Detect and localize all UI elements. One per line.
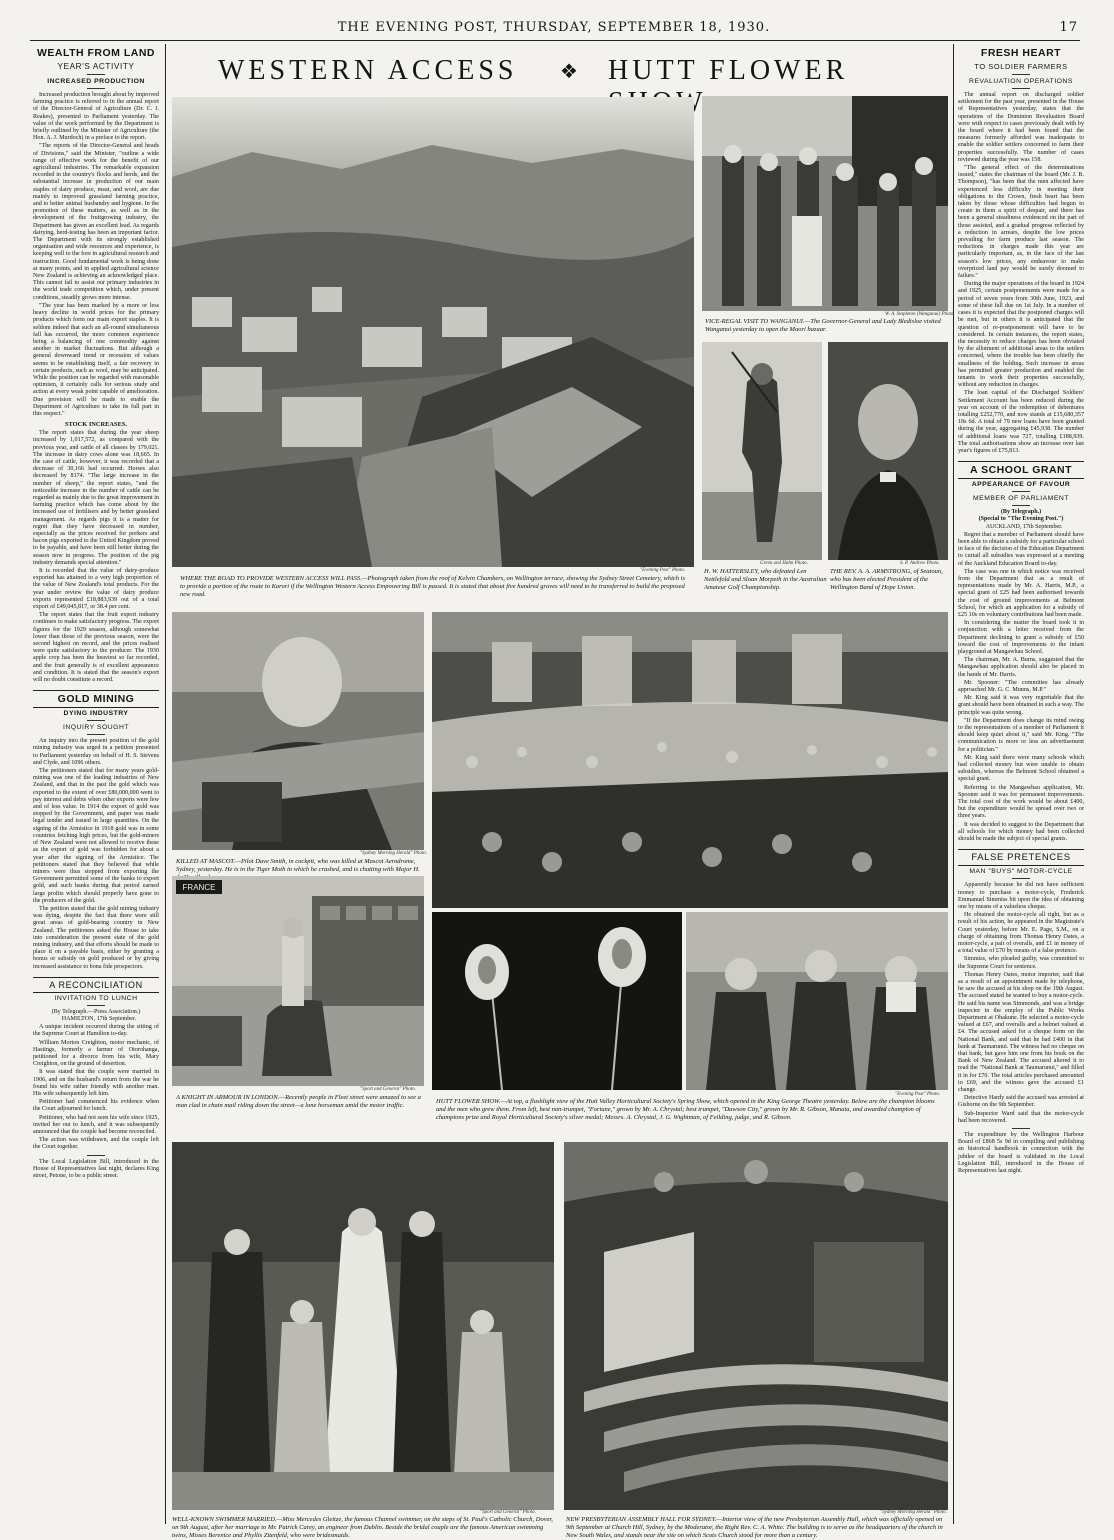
article-paragraph: Apparently because he did not have sufficient money to purchase a motor-cycle, Frederick Emmanuel Simmiss bit upon the idea of obtaining one by means of a valueless cheque. [958, 882, 1084, 910]
swimmer-wedding-photo [172, 1142, 554, 1510]
fresh-heart-deck: REVALUATION OPERATIONS [969, 78, 1073, 85]
article-paragraph: The case was one in which notice was received from the Department that as a result of representations made by Mr. A. Harris, M.P., a special grant of £25 had been authorised towards the cost of ground improvements at Belmont School, for which an application for a subsidy of £25 10s on voluntary contributions had been made. [958, 568, 1084, 618]
golfer-caption: H. W. HATTERSLEY, who defeated Len Nettlefold and Sloan Morpeth in the Australian Amateur Golf Championship. [704, 568, 827, 591]
false-pretences-deck: MAN "BUYS" MOTOR-CYCLE [969, 868, 1073, 876]
champion-blooms-photo [432, 912, 682, 1090]
separator [87, 1155, 105, 1156]
article-paragraph: William Morton Creighton, motor mechanic, of Hastings, formerly a farmer of Otorohanga, petitioned for a divorce from his wife, Mary Creighton, on the ground of desertion. [33, 1039, 159, 1068]
reconciliation-headline: A RECONCILIATION [49, 979, 143, 990]
separator [1012, 74, 1030, 75]
dateline: AUCKLAND, 17th September. [985, 523, 1063, 530]
wedding-caption: WELL-KNOWN SWIMMER MARRIED.—Miss Mercedes Gleitze, the famous Channel swimmer, on the steps of St. Paul's Catholic Church, Dover, on 9th August, after her marriage to Mr. Patrick Carey, an engineer from Dublin. Beside the bridal couple are the famous American swimming twins, Misses Berenice and Phyllis Zitenfeld, who were bridesmaids. [172, 1516, 553, 1539]
article-paragraph: The Local Legislation Bill, introduced in the House of Representatives last night, declares King street, Petone, to be a public street. [33, 1158, 159, 1180]
article-paragraph: Petitioner had commenced his evidence when the Court adjourned for lunch. [33, 1099, 159, 1113]
reverend-caption: THE REV. A. A. ARMSTRONG, of Seatoun, who has been elected President of the Wellington Band of Hope Union. [830, 568, 943, 591]
article-paragraph: It was stated that the couple were married in 1906, and on the husband's return from the war he found his wife rather friendly with another man. His wife subsequently left him. [33, 1069, 159, 1097]
article-paragraph: The petition stated that the gold mining industry was dying, despite the fact that there were still great areas of gold-bearing country in New Zealand. The petitioners asked the House to take into consideration the present state of the gold mining industry, and that efforts should be made to place it on a payable basis, either by granting a bonus or subsidy on gold produced or by giving increased assistance to bona fide prospectors. [33, 905, 159, 970]
separator [1012, 491, 1030, 492]
separator [1012, 505, 1030, 506]
article-paragraph: Mr. King said it was very regrettable that the grant should have been obtained in such a way. The principle was quite wrong. [958, 695, 1084, 716]
photo-credit: Green and Hahn Photo. [760, 561, 808, 566]
photo-credit: "Sydney Morning Herald" Photo. [880, 1510, 947, 1515]
france-sign-text: FRANCE [182, 883, 216, 892]
article-paragraph: Petitioner, who had not seen his wife since 1925, invited her out to lunch, and it was subsequently announced that the couple had become reconciled. [33, 1114, 159, 1135]
separator [1012, 1128, 1030, 1129]
right-column [958, 44, 1084, 1524]
golfer-photo [702, 342, 822, 560]
article-paragraph: It was decided to suggest to the Department that all schools for which money had been collected should be made the subject of special grants. [958, 821, 1084, 843]
article-paragraph: The annual report on discharged soldier settlement for the past year, presented in the House of Representatives yesterday, states that the operations of the Dominion Revaluation Board were with respect to cases previously dealt with by the board where it had been found that the measures formerly afforded was inadequate to enable the soldier settlers concerned to farm their properties successfully. The number of cases reviewed during the year was 158. [958, 92, 1084, 163]
article-paragraph: It is recorded that the value of dairy-produce exported has attained to a very high proportion of the value of New Zealand's total products. For the year under review the value of dairy produce exports represented £18,883,939 out of a total export of £49,045,817, or 38.4 per cent. [33, 568, 159, 611]
masthead [30, 20, 1078, 36]
press-association-byline: (By Telegraph.—Press Association.) [51, 1008, 141, 1015]
article-paragraph: Increased production brought about by improved farming practice is referred to in the annual report of the Director-General of Agriculture (Dr. C. J. Reakes), presented to Parliament yesterday. The value of the work performed by the Department is briefly outlined by the Minister of Agriculture (the Hon. A. J. Murdoch) in a preface to the report. [33, 92, 159, 142]
flower-show-hall-photo [432, 612, 948, 908]
article-paragraph: The action was withdrawn, and the couple left the Court together. [33, 1137, 159, 1151]
separator [87, 74, 105, 75]
western-access-caption: WHERE THE ROAD TO PROVIDE WESTERN ACCESS WILL PASS.—Photograph taken from the roof of Kelvin Chambers, on Wellington terrace, showing the Sydney Street Cemetery, which is to provide a portion of the route to Karori if the Wellington Western Access Empowering Bill is passed. It is stated that about five hundred graves will need to be transferred to build the proposed new road. [180, 575, 685, 598]
page-number: 17 [1059, 20, 1078, 35]
assembly-hall-photo [564, 1142, 948, 1510]
dateline: HAMILTON, 17th September. [61, 1015, 137, 1022]
left-column [33, 44, 159, 1524]
article-paragraph: Thomas Henry Oates, motor importer, said that as a result of an appointment made by telephone, he saw the accused at his shop on the 19th August. The accused stated he wanted to buy a motor-cycle. He said his name was Simmonds, and was a bridge inspector in the employ of the Public Works Department at Ohakune. He selected a motor-cycle valued at £67, and overalls and a helmet valued at £4. The accused asked for a cheque form on the National Bank, and said that he had £400 in that bank at Taumarunui. The witness had no cheque on that bank, but gave him one from his book on the Bank of New Zealand. The accused altered it to read the "National Bank at Taumarunui," and filled it in for £70. The total articles purchased amounted to £69, and the witness gave the accused £1 change. [958, 971, 1084, 1093]
banner-ornament: ❖ [560, 61, 582, 83]
article-paragraph: In considering the matter the board took it in conjunction with a letter received from the Department declining to grant a subsidy of £50 toward the cost of improvements to the infant playground at Mangawhau School. [958, 620, 1084, 656]
reverend-portrait-photo [828, 342, 948, 560]
vice-regal-photo [702, 96, 948, 311]
fresh-heart-subhead: TO SOLDIER FARMERS [974, 62, 1068, 71]
school-grant-headline-box [958, 461, 1084, 479]
page-banner [178, 55, 948, 93]
gold-subhead: DYING INDUSTRY [63, 710, 129, 718]
false-pretences-headline-box [958, 849, 1084, 866]
article-paragraph: Sub-Inspector Ward said that the motor-cycle had been recovered. [958, 1110, 1084, 1124]
telegraph-byline: (By Telegraph.) [1000, 509, 1042, 516]
separator [1012, 878, 1030, 879]
gold-mining-headline: GOLD MINING [57, 693, 135, 706]
article-paragraph: An inquiry into the present position of the gold mining industry was urged in a petition presented to Parliament yesterday on behalf of H. S. Stevens and Clyde, and 1096 others. [33, 738, 159, 766]
knight-in-armour-photo [172, 876, 424, 1086]
separator [87, 720, 105, 721]
article-paragraph: The petitioners stated that for many years gold-mining was one of the leading industries of New Zealand, and that in the past the gold which was exported to the extent of over £80,000,000 went to pay interest and debts when other exports were few and of less value. In 1914 the export of gold was stopped by the Government, and paper was made legal tender and issued in large quantities. On the signing of the Armistice in 1918 gold was in some countries fetching high prices, but the gold-miners of New Zealand were not allowed to receive these as the export of gold was forbidden for about a year after the signing of the Armistice. The petitioners stated that they believed that while miners were thus stopped from exporting the Government permitted some of the banks to export gold, and such banks during that period earned large profits which should properly have gone to the producers of the gold. [33, 768, 159, 904]
wealth-subhead: YEAR'S ACTIVITY [57, 62, 135, 71]
photo-credit: "Sport and General" Photo. [480, 1510, 536, 1515]
wealth-deck: INCREASED PRODUCTION [47, 78, 145, 85]
article-paragraph: "The general effect of the determinations issued," states the chairman of the board (Mr. J. B. Thompson), "has been that the men affected have experienced less difficulty in meeting their obligations to the Crown, fresh heart has been taken by those whose difficulties had begun to create in them a spirit of despair, and there has been a general steadiness evidenced on the part of those assisted, and a gradual progress reflected by a reduction in arrears, despite the low prices prevailing for farm produce last season. The reductions in charges made this year are particularly important, as, in the face of the last season's low prices, any endeavour to make overpriced land pay would be surely doomed to failure." [958, 165, 1084, 280]
article-paragraph: The loan capital of the Discharged Soldiers' Settlement Account has been reduced during the year on account of the redemption of debentures totalling £252,770, and now stands at £15,680,357 18s 6d. A total of 79 new loans have been granted during the year, aggregating £45,938. The number of additional loans was 727, totalling £188,939. The total authorisations show an increase over last year's figures of £75,813. [958, 390, 1084, 454]
school-grant-subhead: APPEARANCE OF FAVOUR [971, 481, 1071, 489]
mascot-caption: KILLED AT MASCOT.—Pilot Dave Smith, in cockpit, who was killed at Mascot Aerodrome, Sydney, yesterday. He is in the Tiger Moth in which he crashed, and is chatting with Major H. [176, 858, 420, 873]
mascot-pilot-photo [172, 612, 424, 850]
photo-credit: W. A. Stapleton (Wanganui) Photo. [885, 312, 955, 317]
article-paragraph: "The reports of the Director-General and heads of Divisions," said the Minister, "outline a wide range of effective work for the benefit of our agricultural industries. The remarkable expansion recorded in the country's flocks and herds, and the substantial increase in production of our main staples of dairy produce, meat, and wool, are due mainly to improved grassland farming practice, and to better animal husbandry and hygiene. In the promotion of these matters, as well as in the development of the fruitgrowing industry, the Department has given an excellent lead. As regards dairying, herd-testing has been an important factor. The Department with its strongly established organisation and wide resources and experience, is keeping well to the fore in agricultural research and instruction. Good fundamental work is being done at many points, and in applied agricultural science New Zealand is achieving an acknowledged place. This cannot fail to assist our primary industries in the world trade competition which, under present conditions, steadily grows more intense. [33, 143, 159, 301]
article-paragraph: Regret that a member of Parliament should have been able to obtain a subsidy for a particular school in face of the decision of the Education Department to curtail all subsidies was expressed at a meeting of the Auckland Education Board to-day. [958, 531, 1084, 567]
article-paragraph: Detective Hardy said the accused was arrested at Gisborne on the 9th September. [958, 1095, 1084, 1109]
photo-credit: "Sport and General" Photo. [360, 1087, 416, 1092]
reconciliation-deck: INVITATION TO LUNCH [54, 994, 138, 1002]
article-paragraph: A unique incident occurred during the sitting of the Supreme Court at Hamilton to-day. [33, 1024, 159, 1038]
fresh-heart-headline: FRESH HEART [980, 47, 1062, 59]
reconciliation-headline-box [33, 977, 159, 993]
column-rule-left [165, 44, 166, 1524]
article-paragraph: The expenditure by the Wellington Harbour Board of £868 5s 9d in compiling and publishing an historical handbook in connection with the jubilee of the board is validated in the Local Legislation Bill, introduced in the House of Representatives last night. [958, 1132, 1084, 1175]
flower-show-caption: HUTT FLOWER SHOW.—At top, a flashlight view of the Hutt Valley Horticultural Society's Spring Show, which opened in the King George Theatre yesterday. Below are the champion blooms and the men who grew them. From left, best non-trumpet, "Fortune," grown by Mr. A. Chrystal; best trumpet, "Dawson City," grown by Mr. R. Gibson, Manaia, and awarded champion of champions prize and Royal Horticultural Society's silver medal; Messrs. A. Chrystal, J. G. Wightman, of Feilding, judge, and R. Gibson. [436, 1098, 935, 1121]
article-paragraph: Mr. Spooner: "The committee has already approached Mr. G. C. Munns, M.P." [958, 679, 1084, 694]
banner-western-access: WESTERN ACCESS [218, 55, 518, 86]
separator [87, 88, 105, 89]
knight-caption: A KNIGHT IN ARMOUR IN LONDON.—Recently people in Fleet street were amazed to see a man clad in chain mail riding down the street—a lone horseman amid the motor traffic. [176, 1094, 421, 1109]
column-rule-right [953, 44, 954, 1524]
stock-increases-subhead: STOCK INCREASES. [64, 421, 128, 429]
article-paragraph: "The year has been marked by a more or less heavy decline in world prices for the primary products which form our main export staples. It is seldom indeed that such an all-round simultaneous fall has occurred, the more common experience being a balancing of one commodity against another in market fluctuations. But although a general downward trend or recession of values seems to be establishing itself, a fair recovery in certain products, such as wool, may be anticipated. While the position can be regarded with reasonable optimism, it certainly calls for serious study and action at every weak point capable of amelioration. Due provision will be made to enable the Department of Agriculture to take its full part in this respect." [33, 302, 159, 417]
separator [87, 734, 105, 735]
masthead-rule [30, 40, 1080, 41]
masthead-date-line: THE EVENING POST, THURSDAY, SEPTEMBER 18, 1930. [337, 20, 771, 35]
photo-credit: S. P. Andrew Photo. [900, 561, 940, 566]
article-paragraph: The report states that during the year sheep increased by 1,017,572, as compared with the previous year, and cattle of all classes by 179,021. The increase in dairy cows alone was 18,665. In the case of cattle, however, it was recorded that a decrease of 30,166 had occurred. Horses also decreased by 8174. "The large increase in the number of sheep," the report states, "and the noticeable increase in the number of cattle can be regarded as mainly due to the great improvement in farming practice which has come about by the increased use of fertilisers and by better grassland management. As regards pigs it is a matter for regret that they have decreased in number, especially as the prices received for porkers and bacon pigs exported to the United Kingdom proved to be payable, and have been still better during the season now in progress. The position of the pig industry demands special attention." [33, 430, 159, 566]
gold-deck: INQUIRY SOUGHT [62, 724, 130, 732]
gold-mining-headline-box [33, 690, 159, 708]
special-byline: (Special to "The Evening Post.") [978, 516, 1064, 523]
false-pretences-headline: FALSE PRETENCES [971, 852, 1071, 864]
flower-growers-photo [686, 912, 948, 1090]
article-paragraph: "If the Department does change its mind owing to the representations of a member of Parliament it should keep quiet about it," said Mr. King. "The communication is more or less an advertisement for a politician." [958, 717, 1084, 753]
article-paragraph: The report states that the fruit export industry continues to make satisfactory progress. The export figures for the 1929 season, although somewhat lower than those of the previous season, were the second highest on record, and the prices realised were quite satisfactory to the producer. The 1930 apple crop has been the heaviest so far recorded, and the fruit generally is of excellent appearance and condition. It is stated that the season's export will no doubt constitute a record. [33, 612, 159, 684]
separator [87, 1005, 105, 1006]
school-grant-deck: MEMBER OF PARLIAMENT [973, 495, 1069, 503]
article-paragraph: Simmiss, who pleaded guilty, was committed to the Supreme Court for sentence. [958, 956, 1084, 970]
banner-hutt-flower-show: HUTT FLOWER [608, 55, 849, 86]
photo-credit: "Sydney Morning Herald" Photo. [360, 851, 427, 856]
western-access-photo [172, 97, 694, 567]
assembly-hall-caption: NEW PRESBYTERIAN ASSEMBLY HALL FOR SYDNEY.—Interior view of the new Presbyterian Assembly Hall, which was officially opened on 9th September at Church Hill, Sydney, by the Moderator, the Right Rev. C. A. White. The building is to serve as the headquarters of the church in New South Wales, and stands near the site on which Scots Church stood for more than a century. [566, 1516, 943, 1539]
article-paragraph: During the major operations of the board in 1924 and 1925, certain postponements were made for a period of seven years from 30th June, 1923, and some of these fall due on 1st July. In a number of cases it is expected that the postponed charges will be met, but in others it is anticipated that the question of re-postponement will have to be considered. In certain instances, the report states, the necessity to reduce charges has been obviated by the allotment of additional areas to the settlers concerned, where the trouble has been chiefly the smallness of the holding. Such increase in areas has permitted greater production and enabled the tenants to work their properties successfully, without any reduction in charges. [958, 281, 1084, 389]
wealth-headline: WEALTH FROM LAND [36, 47, 156, 59]
article-paragraph: The chairman, Mr. A. Burns, suggested that the Mangawhau application should also be placed in the hands of Mr. Harris. [958, 657, 1084, 678]
article-paragraph: Mr. King said there were many schools which had collected money but were unable to obtain subsidies, whereas the Belmont School obtained a special grant. [958, 754, 1084, 783]
separator [1012, 88, 1030, 89]
vice-regal-caption: VICE-REGAL VISIT TO WANGANUI.—The Governor-General and Lady Bledisloe visited Wanganui yesterday to open the Maori bazaar. [705, 318, 941, 333]
photo-credit: "Evening Post" Photo. [895, 1092, 941, 1097]
article-paragraph: Referring to the Mangawhau application, Mr. Spooner said it was for permanent improvements. The total cost of the work would be about £400, but the expenditure would be spread over two or three years. [958, 784, 1084, 820]
article-paragraph: He obtained the motor-cycle all right, but as a result of his action, he appeared in the Magistrate's Court yesterday, before Mr. E. Page, S.M., on a charge of obtaining from Thomas Henry Oates, a motor-cycle, a pair of overalls, and £1 in money of a total value of £70 by means of a false pretence. [958, 912, 1084, 955]
school-grant-headline: A SCHOOL GRANT [969, 464, 1073, 477]
photo-credit: "Evening Post" Photo. [640, 568, 686, 573]
